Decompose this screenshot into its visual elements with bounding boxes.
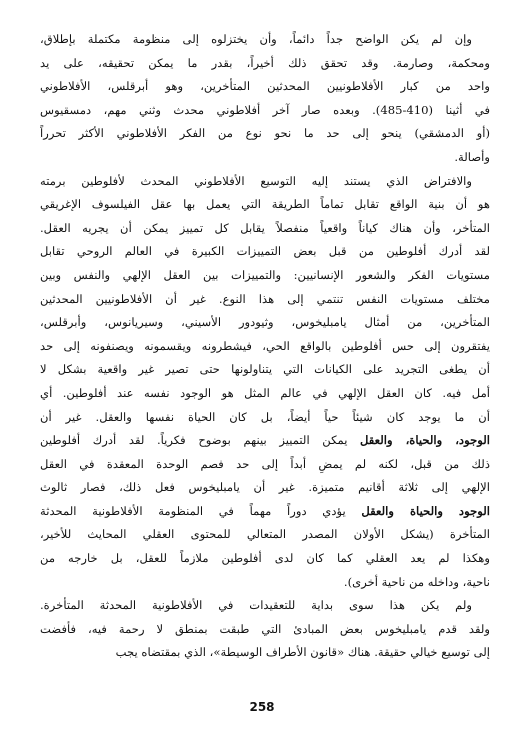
text-line: أن ما يوجد كان شيئاً حياً أيضاً، بل كان الحياة نفسها والعقل. غير أن [40,409,490,424]
text-line: هو أن بنية الواقع تقابل تماماً الطريقة التي يعمل بها عقل الفيلسوف الإغريقي [40,197,490,212]
bold-term: الوجود والحياة والعقل [361,503,490,518]
page-body [40,28,490,718]
text-line: ناحية، وداخله من ناحية أخرى). [343,574,490,589]
text-line: مختلف مستويات النفس تنتمي إلى هذا النوع. غير أن الأفلاطونيين المحدثين [40,291,490,306]
text-line: واحد من كبار الأفلاطونيين المحدثين المتأخرين، وهو أبرقلس، الأفلاطوني [40,79,490,94]
text-line: أن يطغى التجريد على الكيانات التي يتناولونها حتى تصير غير واقعية بشكل لا [40,362,490,377]
page-number: 258 [249,700,275,714]
text-line: لقد أدرك أفلوطين من قبل بعض التمييزات الكبيرة في العالم الروحي تقابل [40,244,490,259]
text-line: المتأخرين، من أمثال يامبليخوس، وثيودور الأسيني، وسيريانوس، وأبرقلس، [40,315,490,330]
text-line: وأصالة. [454,149,490,164]
text-line: يفتقرون إلى حس أفلوطين بالواقع الحي، فيشطرونه ويقسمونه ويصنفونه إلى حد [40,338,490,353]
text-column [40,28,490,665]
text-line: الوجود، والحياة، والعقل يمكن التمييز بينهم بوضوح فكرياً. لقد أدرك أفلوطين [40,433,490,448]
text-line: في أثينا (410-485). وبعده صار آخر أفلاطوني محدث وثني مهم، دمسقيوس [40,102,490,117]
text-line: وهكذا لم يعد العقلي كما كان لدى أفلوطين ملازماً للعقل، بل خارجه من [40,551,490,566]
text-line: أمل فيه. كان العقل الإلهي في عالم المثل هو الوجود نفسه عند أفلوطين. أي [40,385,490,400]
paragraph [40,170,490,595]
text-line: (أو الدمشقي) ينحو إلى حد ما نحو نوع من الفكر الأفلاطوني الأكثر تحرراً [40,126,490,141]
text-line: ولقد قدم يامبليخوس بعض المبادئ التي طبقت بمنطق لا رحمة فيه، فأفضت [40,621,490,636]
text-line: الوجود والحياة والعقل يؤدي دوراً مهماً في المنظومة الأفلاطونية المحدثة [40,503,490,518]
text-line: مستويات الفكر والشعور الإنسانيين: والتمييزات بين العقل الإلهي والنفس وبين [40,267,490,282]
text-line: وإن لم يكن الواضح جداً دائماً، وأن يختزلوه إلى منظومة مكتملة بإطلاق، [40,32,472,46]
text-line: والافتراض الذي يستند إليه التوسيع الأفلاطوني المحدث لأفلوطين برمته [40,173,472,188]
text-line: ذلك من قبل، لكنه لم يمضِ أبداً إلى حد فصم الوحدة المعقدة في العقل [40,456,490,471]
bold-term: الوجود، والحياة، والعقل [360,433,490,448]
text-line: المتأخرة (يشكل الأولان المصدر المتعالي للمحتوى العقلي المحايث للأخير، [40,527,490,542]
text-line: الإلهي إلى ثلاثة أقانيم متميزة. غير أن يامبليخوس فعل ذلك، فصار ثالوث [40,480,490,495]
text-line: ومحكمة، وصارمة. وقد تحقق ذلك أخيراً، بقدر ما يمكن تحقيقه، على يد [40,55,490,70]
paragraph [40,594,490,665]
text-line: إلى توسيع خيالي حقيقة. هناك «قانون الأطراف الوسيطة»، الذي بمقتضاه يجب [115,645,490,660]
text-line: المتأخر، وأن هناك كياناً واقعياً منفصلاً يقابل كل تمييز يمكن أن يجريه العقل. [40,220,490,235]
paragraph [40,28,490,170]
text-line: ولم يكن هذا سوى بداية للتعقيدات في الأفلاطونية المحدثة المتأخرة. [40,598,472,613]
